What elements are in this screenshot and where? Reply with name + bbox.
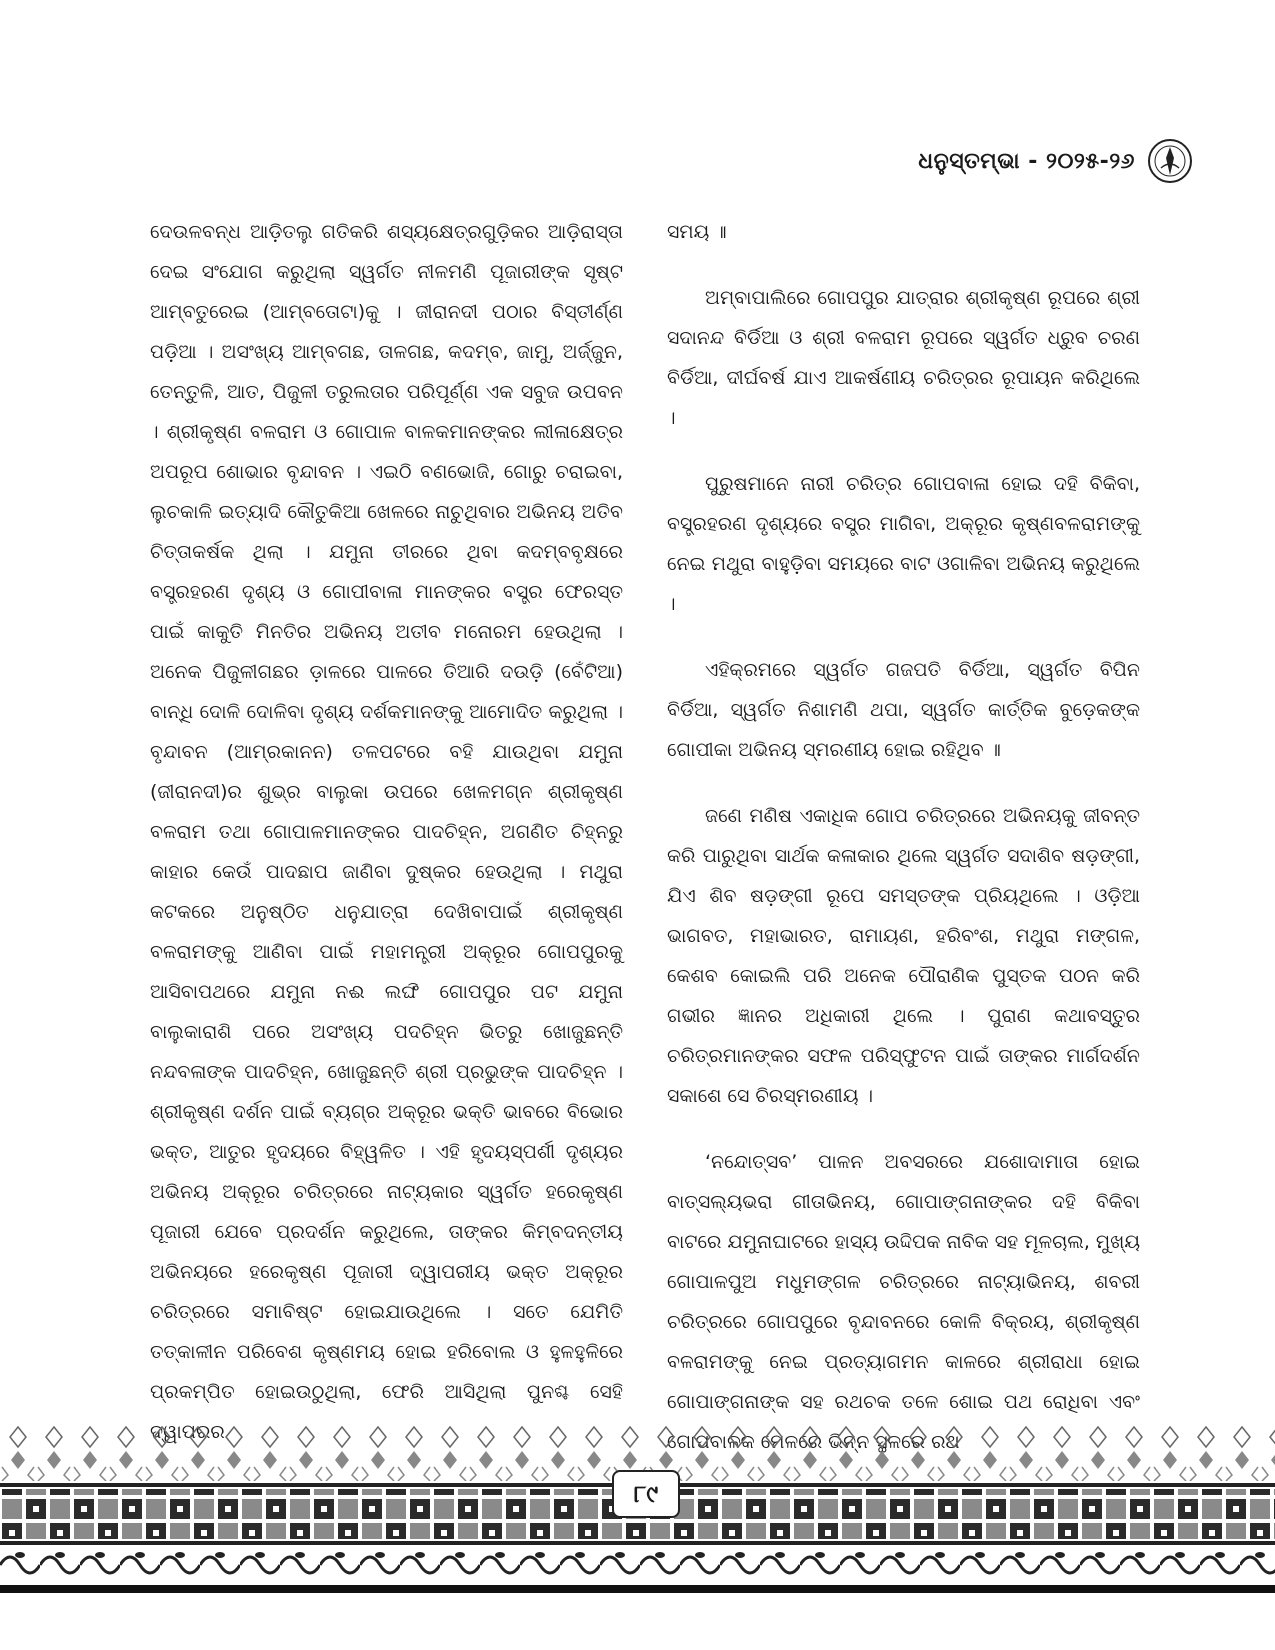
paragraph: ଦେଉଳବନ୍ଧ ଆଡ଼ିତଲୁ ଗତିକରି ଶସ୍ୟକ୍ଷେତ୍ରଗୁଡ଼ିକର ଆଡ଼ିରାସ୍ତା ଦେଇ ସଂଯୋଗ କରୁଥିଲା ସ୍ୱର୍ଗତ ନୀଳମଣି ପୂଜାରୀଙ୍କ ସୃଷ୍ଟ ଆମ୍ବତୁରେଇ (ଆମ୍ବତୋଟା)କୁ । ଜୀରାନଦୀ ପଠାର ବିସ୍ତୀର୍ଣ୍ଣ ପଡ଼ିଆ । ଅସଂଖ୍ୟ ଆମ୍ବଗଛ, ତାଳଗଛ, କଦମ୍ବ, ଜାମୁ, ଅର୍ଜ୍ଜୁନ, ତେନ୍ତୁଳି, ଆତ, ପିଜୁଳୀ ତରୁଲତାର ପରିପୂର୍ଣ୍ଣ ଏକ ସବୁଜ ଉପବନ । ଶ୍ରୀକୃଷ୍ଣ ବଳରାମ ଓ ଗୋପାଳ ବାଳକମାନଙ୍କର ଲୀଳାକ୍ଷେତ୍ର ଅପରୂପ ଶୋଭାର ବୃନ୍ଦାବନ । ଏଇଠି ବଣଭୋଜି, ଗୋରୁ ଚରାଇବା, ଲୁଚକାଳି ଇତ୍ୟାଦି କୌତୁକିଆ ଖେଳରେ ନାଚୁଥିବାର ଅଭିନୟ ଅତିବ ଚିତ୍ତାକର୍ଷକ ଥିଲା । ଯମୁନା ତୀରରେ ଥିବା କଦମ୍ବବୃକ୍ଷରେ ବସ୍ତ୍ରହରଣ ଦୃଶ୍ୟ ଓ ଗୋପୀବାଳା ମାନଙ୍କର ବସ୍ତ୍ର ଫେରସ୍ତ ପାଇଁ କାକୁତି ମିନତିର ଅଭିନୟ ଅତୀବ ମନୋରମ ହେଉଥିଲା । ଅନେକ ପିଜୁଳୀଗଛର ଡ଼ାଳରେ ପାଳରେ ତିଆରି ଦଉଡ଼ି (ବେଁଟିଆ) ବାନ୍ଧି ଦୋଳି ଦୋଳିବା ଦୃଶ୍ୟ ଦର୍ଶକମାନଙ୍କୁ ଆମୋଦିତ କରୁଥିଲା । ବୃନ୍ଦାବନ (ଆମ୍ରକାନନ) ତଳପଟରେ ବହି ଯାଉଥିବା ଯମୁନା (ଜୀରାନଦୀ)ର ଶୁଭ୍ର ବାଲୁକା ଉପରେ ଖେଳମଗ୍ନ ଶ୍ରୀକୃଷ୍ଣ ବଳରାମ ତଥା ଗୋପାଳମାନଙ୍କର ପାଦଚିହ୍ନ, ଅଗଣିତ ଚିହ୍ନରୁ କାହାର କେଉଁ ପାଦଛାପ ଜାଣିବା ଦୁଷ୍କର ହେଉଥିଲା । ମଥୁରା କଟକରେ ଅନୁଷ୍ଠିତ ଧନୁଯାତ୍ରା ଦେଖିବାପାଇଁ ଶ୍ରୀକୃଷ୍ଣ ବଳରାମଙ୍କୁ ଆଣିବା ପାଇଁ ମହାମନ୍ତ୍ରୀ ଅକ୍ରୂର ଗୋପପୁରକୁ ଆସିବାପଥରେ ଯମୁନା ନଈ ଲଙ୍ଘି ଗୋପପୁର ପଟ ଯମୁନା ବାଲୁକାରାଶି ପରେ ଅସଂଖ୍ୟ ପଦଚିହ୍ନ ଭିତରୁ ଖୋଜୁଛନ୍ତି ନନ୍ଦବଳାଙ୍କ ପାଦଚିହ୍ନ, ଖୋଜୁଛନ୍ତି ଶ୍ରୀ ପ୍ରଭୁଙ୍କ ପାଦଚିହ୍ନ । ଶ୍ରୀକୃଷ୍ଣ ଦର୍ଶନ ପାଇଁ ବ୍ୟଗ୍ର ଅକ୍ରୂର ଭକ୍ତି ଭାବରେ ବିଭୋର ଭକ୍ତ, ଆତୁର ହୃଦୟରେ ବିହ୍ୱଳିତ । ଏହି ହୃଦୟସ୍ପର୍ଶୀ ଦୃଶ୍ୟର ଅଭିନୟ ଅକ୍ରୂର ଚରିତ୍ରରେ ନାଟ୍ୟକାର ସ୍ୱର୍ଗତ ହରେକୃଷ୍ଣ ପୂଜାରୀ ଯେବେ ପ୍ରଦର୍ଶନ କରୁଥିଲେ, ତାଙ୍କର କିମ୍ବଦନ୍ତୀୟ ଅଭିନୟରେ ହରେକୃଷ୍ଣ ପୂଜାରୀ ଦ୍ୱାପରୀୟ ଭକ୍ତ ଅକ୍ରୂର ଚରିତ୍ରରେ ସମାବିଷ୍ଟ ହୋଇଯାଉଥିଲେ । ସତେ ଯେମିତି ତତ୍‌କାଳୀନ ପରିବେଶ କୃଷ୍ଣମୟ ହୋଇ ହରିବୋଲ ଓ ହୁଳହୁଳିରେ ପ୍ରକମ୍ପିତ ହୋଇଉଠୁଥିଲା, ଫେରି ଆସିଥିଲା ପୁନଶ୍ଚ ସେହି — [150, 221, 623, 1403]
page-number-label: ୮୯ — [633, 1480, 659, 1508]
article-body — [150, 212, 1140, 1488]
odia-textile-border-icon — [0, 1425, 1275, 1650]
dhanu-jatra-emblem-icon — [1147, 138, 1193, 184]
paragraph: ପୁରୁଷମାନେ ନାରୀ ଚରିତ୍ର ଗୋପବାଳା ହୋଇ ଦହି ବିକିବା, ବସ୍ତ୍ରହରଣ ଦୃଶ୍ୟରେ ବସ୍ତ୍ର ମାଗିବା, ଅକ୍ରୂର କୃଷ୍ଣବଳରାମଙ୍କୁ ନେଇ ମଥୁରା ବାହୁଡ଼ିବା ସମୟରେ ବାଟ ଓଗାଳିବା ଅଭିନୟ କରୁଥିଲେ । — [667, 473, 1140, 615]
header-title: ଧନୁସ୍ତମ୍ଭା - ୨୦୨୫-୨୬ — [918, 148, 1135, 174]
paragraph: ଅମ୍ବାପାଲିରେ ଗୋପପୁର ଯାତ୍ରାର ଶ୍ରୀକୃଷ୍ଣ ରୂପରେ ଶ୍ରୀ ସଦାନନ୍ଦ ବିର୍ଡିଆ ଓ ଶ୍ରୀ ବଳରାମ ରୂପରେ ସ୍ୱର୍ଗତ ଧ୍ରୁବ ଚରଣ ବିର୍ଡିଆ, ଦୀର୍ଘବର୍ଷ ଯାଏ ଆକର୍ଷଣୀୟ ଚରିତ୍ରର ରୂପାୟନ କରିଥିଲେ । — [667, 287, 1140, 429]
page-header — [918, 138, 1193, 184]
page-number — [612, 1470, 680, 1518]
left-column — [150, 212, 623, 1488]
right-column — [667, 212, 1140, 1488]
paragraph: ଏହିକ୍ରମରେ ସ୍ୱର୍ଗତ ଗଜପତି ବିର୍ଡିଆ, ସ୍ୱର୍ଗତ ବିପିନ ବିର୍ଡିଆ, ସ୍ୱର୍ଗତ ନିଶାମଣି ଥପା, ସ୍ୱର୍ଗତ କାର୍ତ୍ତିକ ବୁଡ଼େକଙ୍କ ଗୋପୀକା ଅଭିନୟ ସ୍ମରଣୀୟ ହୋଇ ରହିଥିବ ॥ — [667, 659, 1140, 761]
paragraph: ଜଣେ ମଣିଷ ଏକାଧିକ ଗୋପ ଚରିତ୍ରରେ ଅଭିନୟକୁ ଜୀବନ୍ତ କରି ପାରୁଥିବା ସାର୍ଥକ କଳାକାର ଥିଲେ ସ୍ୱର୍ଗତ ସଦାଶିବ ଷଡ଼ଙ୍ଗୀ, ଯିଏ ଶିବ ଷଡ଼ଙ୍ଗୀ ରୂପେ ସମସ୍ତଙ୍କ ପ୍ରିୟଥିଲେ । ଓଡ଼ିଆ ଭାଗବତ, ମହାଭାରତ, ରାମାୟଣ, ହରିବଂଶ, ମଥୁରା ମଙ୍ଗଳ, କେଶବ କୋଇଲି ପରି ଅନେକ ପୌରାଣିକ ପୁସ୍ତକ ପଠନ କରି ଗଭୀର ଜ୍ଞାନର ଅଧିକାରୀ ଥିଲେ । ପୁରାଣ କଥାବସ୍ତୁର ଚରିତ୍ରମାନଙ୍କର ସଫଳ ପରିସ୍ଫୁଟନ ପାଇଁ ତାଙ୍କର ମାର୍ଗଦର୍ଶନ ସକାଶେ ସେ ଚିରସ୍ମରଣୀୟ । — [667, 805, 1140, 1107]
paragraph: ‘ନନ୍ଦୋତ୍ସବ’ ପାଳନ ଅବସରରେ ଯଶୋଦାମାତା ହୋଇ ବାତ୍ସଲ୍ୟଭରା ଗୀତାଭିନୟ, ଗୋପାଙ୍ଗନାଙ୍କର ଦହି ବିକିବା ବାଟରେ ଯମୁନାଘାଟରେ ହାସ୍ୟ ଉଦ୍ଦିପକ ନାବିକ ସହ ମୂଳଚାଲ, ମୁଖ୍ୟ ଗୋପାଳପୁଅ ମଧୁମଙ୍ଗଳ ଚରିତ୍ରରେ ନାଟ୍ୟାଭିନୟ, ଶବରୀ ଚରିତ୍ରରେ ଗୋପପୁରେ ବୃନ୍ଦାବନରେ କୋଳି ବିକ୍ରୟ, ଶ୍ରୀକୃଷ୍ଣ ବଳରାମଙ୍କୁ ନେଇ ପ୍ରତ୍ୟାଗମନ କାଳରେ ଶ୍ରୀରାଧା ହୋଇ ଗୋପାଙ୍ଗନାଙ୍କ ସହ ରଥଚକ ତଳେ ଶୋଇ ପଥ ରୋଧିବା ଏବଂ — [667, 1151, 1141, 1413]
paragraph: ସମୟ ॥ — [667, 221, 727, 243]
